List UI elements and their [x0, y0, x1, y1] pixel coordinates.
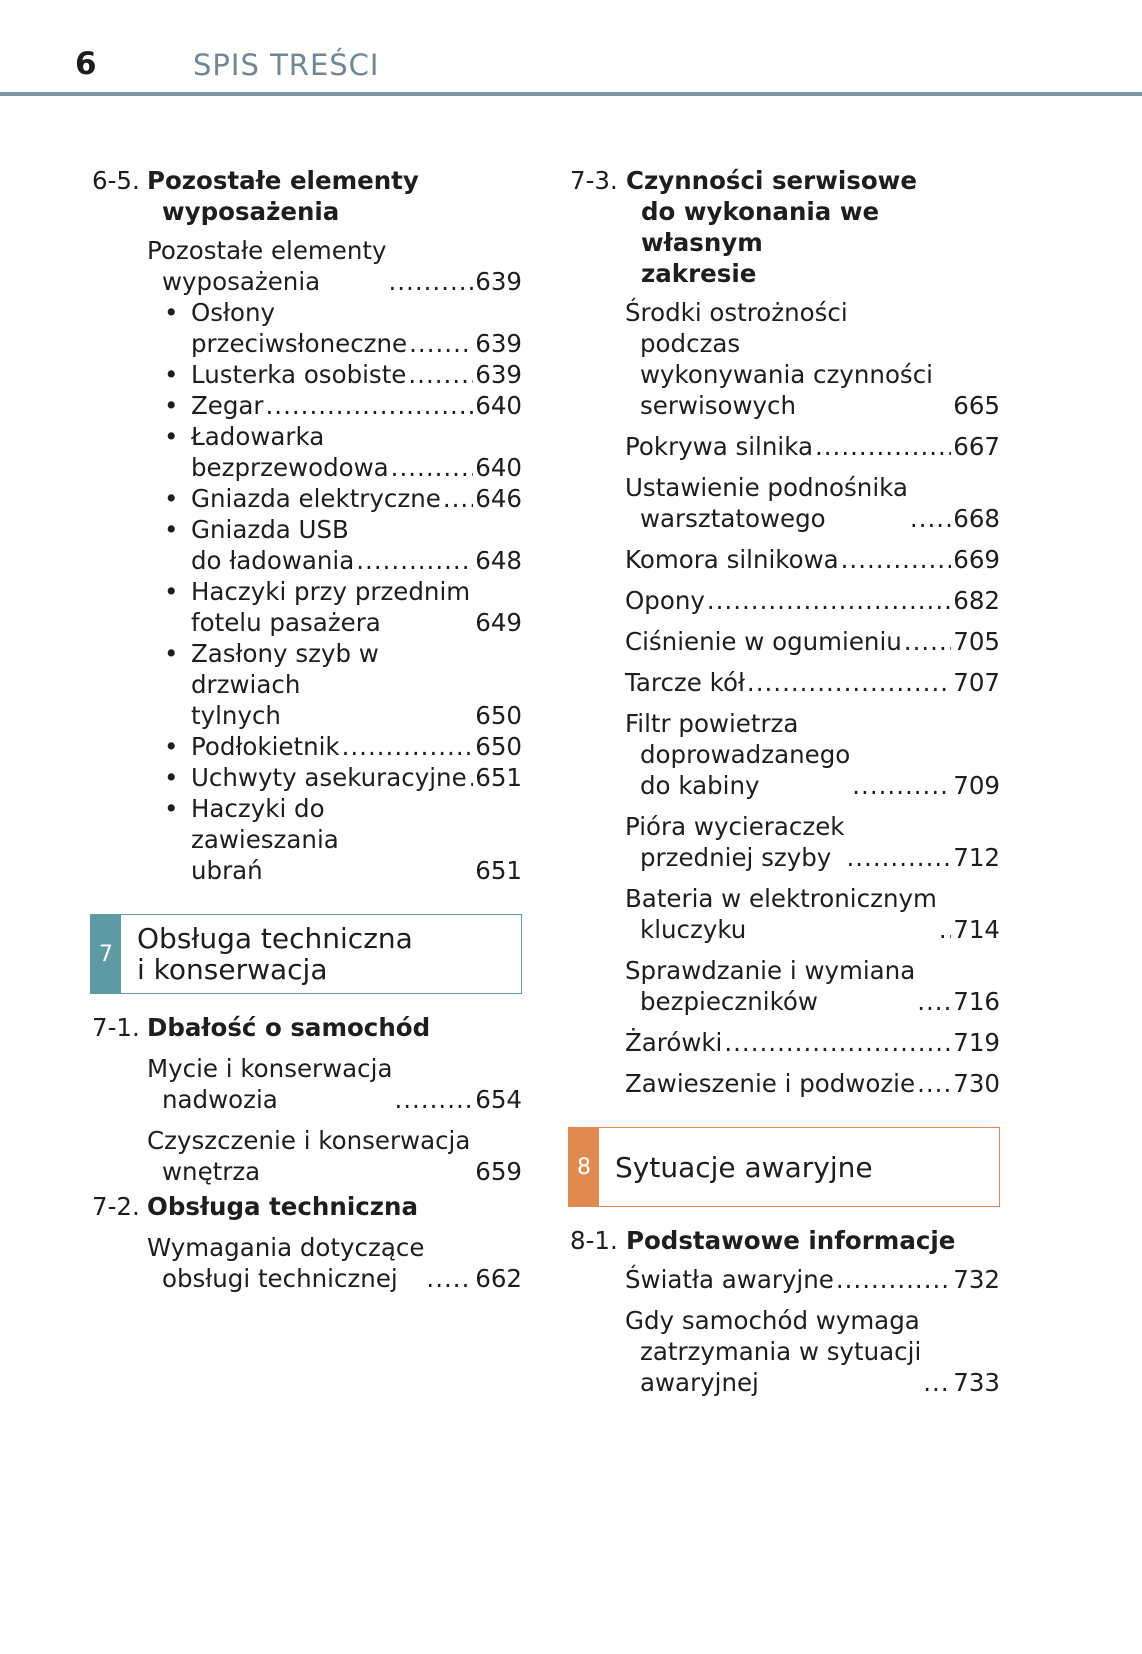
dot-leader	[408, 359, 473, 390]
entry-page: 712	[953, 843, 1000, 872]
dot-leader	[266, 390, 474, 421]
entry-label: Mycie i konserwacja nadwozia	[147, 1054, 393, 1114]
bullet-icon: •	[164, 422, 179, 451]
section-number: 7-3.	[570, 166, 618, 195]
entry-label: Haczyki przy przednim fotelu pasażera	[191, 577, 471, 637]
toc-entry[interactable]	[625, 626, 1000, 657]
entry-label: Ciśnienie w ogumieniu	[625, 627, 902, 656]
dot-leader	[841, 544, 952, 575]
entry-list	[570, 1264, 1000, 1398]
entry-page: 639	[475, 267, 522, 296]
entry-label: Ładowarka bezprzewodowa	[191, 422, 389, 482]
dot-leader	[917, 1068, 951, 1099]
dot-leader	[472, 1156, 473, 1187]
section-number: 8-1.	[570, 1226, 618, 1255]
entry-page: 639	[475, 329, 522, 358]
toc-entry[interactable]	[147, 235, 522, 297]
entry-page: 640	[475, 453, 522, 482]
dot-leader	[815, 431, 951, 462]
toc-entry[interactable]	[625, 431, 1000, 462]
entry-label: Bateria w elektronicznym kluczyku	[625, 884, 937, 944]
toc-bullet-entry[interactable]	[164, 297, 522, 359]
dot-leader	[910, 503, 951, 534]
entry-page: 639	[475, 360, 522, 389]
toc-entry[interactable]	[625, 955, 1000, 1017]
entry-label: Zegar	[191, 391, 264, 420]
entry-label: Sprawdzanie i wymiana bezpieczników	[625, 956, 916, 1016]
entry-page: 648	[475, 546, 522, 575]
toc-bullet-entry[interactable]	[164, 483, 522, 514]
section-8-1	[570, 1225, 1000, 1256]
dot-leader	[836, 1264, 951, 1295]
toc-entry[interactable]	[625, 667, 1000, 698]
toc-bullet-entry[interactable]	[164, 762, 522, 793]
dot-leader	[917, 986, 951, 1017]
section-title: Podstawowe informacje	[626, 1226, 956, 1255]
section-title: Obsługa techniczna	[147, 1192, 418, 1221]
entry-label: Gniazda elektryczne	[191, 484, 441, 513]
entry-label: Gniazda USB do ładowania	[191, 515, 355, 575]
dot-leader	[707, 585, 951, 616]
dot-leader	[724, 1027, 951, 1058]
section-title: Pozostałe elementy wyposażenia	[147, 166, 419, 226]
toc-entry[interactable]	[625, 472, 1000, 534]
toc-bullet-entry[interactable]	[164, 731, 522, 762]
toc-entry[interactable]	[625, 544, 1000, 575]
dot-leader	[391, 452, 474, 483]
entry-page: 669	[953, 545, 1000, 574]
toc-entry[interactable]	[147, 1232, 522, 1294]
entry-label: Środki ostrożności podczas wykonywania czynności serwisowych	[625, 298, 933, 420]
chapter-number: 7	[91, 915, 121, 993]
entry-page: 730	[953, 1069, 1000, 1098]
toc-bullet-entry[interactable]	[164, 390, 522, 421]
entry-label: Haczyki do zawieszania ubrań	[191, 794, 339, 885]
bullet-icon: •	[164, 515, 179, 544]
toc-bullet-entry[interactable]	[164, 793, 522, 886]
entry-page: 650	[475, 732, 522, 761]
entry-label: Tarcze kół	[625, 668, 745, 697]
entry-label: Komora silnikowa	[625, 545, 839, 574]
dot-leader	[469, 762, 474, 793]
entry-page: 714	[953, 915, 1000, 944]
entry-label: Światła awaryjne	[625, 1265, 834, 1294]
entry-page: 719	[953, 1028, 1000, 1057]
chapter-number: 8	[569, 1128, 599, 1206]
toc-entry[interactable]	[625, 1068, 1000, 1099]
entry-page: 707	[953, 668, 1000, 697]
section-7-1	[92, 1012, 522, 1043]
bullet-icon: •	[164, 794, 179, 823]
bullet-icon: •	[164, 763, 179, 792]
bullet-icon: •	[164, 360, 179, 389]
entry-list	[570, 297, 1000, 1099]
bullet-icon: •	[164, 732, 179, 761]
entry-label: Uchwyty asekuracyjne	[191, 763, 467, 792]
entry-page: 662	[475, 1264, 522, 1293]
entry-label: Opony	[625, 586, 705, 615]
entry-label: Wymagania dotyczące obsługi technicznej	[147, 1233, 425, 1293]
dot-leader	[939, 914, 951, 945]
entry-page: 709	[953, 771, 1000, 800]
bullet-icon: •	[164, 577, 179, 606]
bullet-list	[92, 297, 522, 886]
page-header	[0, 0, 1142, 96]
toc-left-column	[92, 165, 522, 1294]
header-rule	[0, 92, 1142, 96]
toc-bullet-entry[interactable]	[164, 359, 522, 390]
entry-label: Zasłony szyb w drzwiach tylnych	[191, 639, 379, 730]
dot-leader	[472, 607, 473, 638]
entry-label: Pokrywa silnika	[625, 432, 813, 461]
entry-page: 716	[953, 987, 1000, 1016]
toc-entry[interactable]	[625, 1264, 1000, 1295]
section-6-5	[92, 165, 522, 227]
page-number: 6	[75, 46, 97, 82]
header-title: SPIS TREŚCI	[193, 48, 380, 82]
toc-entry[interactable]	[147, 1125, 522, 1187]
toc-bullet-entry[interactable]	[164, 638, 522, 731]
entry-label: Zawieszenie i podwozie	[625, 1069, 916, 1098]
section-number: 6-5.	[92, 166, 140, 195]
section-number: 7-1.	[92, 1013, 140, 1042]
toc-entry[interactable]	[625, 1305, 1000, 1398]
dot-leader	[409, 328, 473, 359]
dot-leader	[426, 1263, 473, 1294]
toc-bullet-entry[interactable]	[164, 421, 522, 483]
entry-page: 649	[475, 608, 522, 637]
entry-page: 733	[953, 1368, 1000, 1397]
toc-bullet-entry[interactable]	[164, 514, 522, 576]
entry-page: 651	[475, 763, 522, 792]
entry-label: Żarówki	[625, 1028, 723, 1057]
toc-bullet-entry[interactable]	[164, 576, 522, 638]
chapter-8-banner[interactable]	[568, 1127, 1000, 1207]
chapter-title: Obsługa techniczna i konserwacja	[137, 922, 413, 986]
dot-leader	[846, 842, 951, 873]
dot-leader	[923, 1367, 951, 1398]
toc-entry[interactable]	[147, 1053, 522, 1115]
section-title: Dbałość o samochód	[147, 1013, 431, 1042]
bullet-icon: •	[164, 639, 179, 668]
toc-entry[interactable]	[625, 811, 1000, 873]
toc-entry[interactable]	[625, 708, 1000, 801]
entry-page: 732	[953, 1265, 1000, 1294]
bullet-icon: •	[164, 298, 179, 327]
dot-leader	[747, 667, 951, 698]
entry-label: Czyszczenie i konserwacja wnętrza	[147, 1126, 471, 1186]
dot-leader	[443, 483, 473, 514]
section-7-3	[570, 165, 1000, 289]
dot-leader	[388, 266, 473, 297]
toc-right-column	[570, 165, 1000, 1398]
entry-page: 646	[475, 484, 522, 513]
dot-leader	[356, 545, 473, 576]
section-7-2	[92, 1191, 522, 1222]
entry-label: Filtr powietrza doprowadzanego do kabiny	[625, 709, 851, 800]
section-number: 7-2.	[92, 1192, 140, 1221]
entry-label: Podłokietnik	[191, 732, 340, 761]
entry-page: 651	[475, 856, 522, 885]
entry-page: 650	[475, 701, 522, 730]
entry-page: 654	[475, 1085, 522, 1114]
entry-page: 659	[475, 1157, 522, 1186]
chapter-title: Sytuacje awaryjne	[615, 1150, 873, 1184]
chapter-7-banner[interactable]	[90, 914, 522, 994]
dot-leader	[904, 626, 951, 657]
bullet-icon: •	[164, 391, 179, 420]
entry-page: 640	[475, 391, 522, 420]
toc-entry[interactable]	[625, 1027, 1000, 1058]
entry-label: Lusterka osobiste	[191, 360, 407, 389]
dot-leader	[852, 770, 951, 801]
bullet-icon: •	[164, 484, 179, 513]
entry-label: Osłony przeciwsłoneczne	[191, 298, 408, 358]
dot-leader	[342, 731, 474, 762]
entry-label: Gdy samochód wymaga zatrzymania w sytuacji awaryjnej	[625, 1306, 922, 1397]
toc-entry[interactable]	[625, 883, 1000, 945]
entry-page: 705	[953, 627, 1000, 656]
toc-entry[interactable]	[625, 585, 1000, 616]
entry-label: Ustawienie podnośnika warsztatowego	[625, 473, 908, 533]
entry-page: 682	[953, 586, 1000, 615]
entry-page: 667	[953, 432, 1000, 461]
entry-label: Pióra wycieraczek przedniej szyby	[625, 812, 845, 872]
toc-entry[interactable]	[625, 297, 1000, 421]
section-title: Czynności serwisowe do wykonania we własnym zakresie	[626, 166, 917, 288]
entry-label: Pozostałe elementy wyposażenia	[147, 236, 387, 296]
entry-page: 665	[953, 391, 1000, 420]
entry-page: 668	[953, 504, 1000, 533]
dot-leader	[394, 1084, 473, 1115]
